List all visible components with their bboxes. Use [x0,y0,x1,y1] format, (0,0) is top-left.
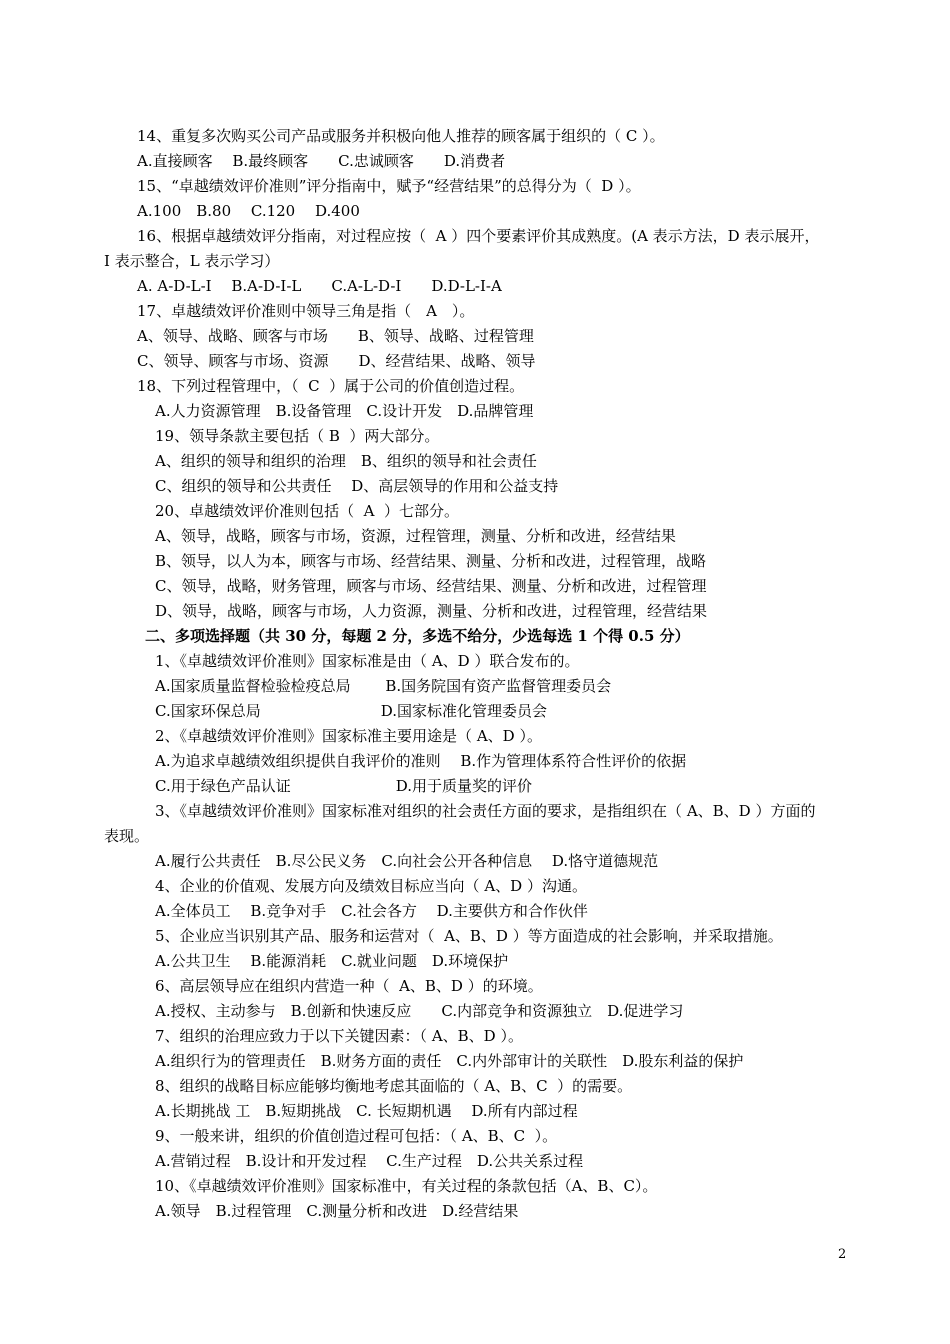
question-20-option-a: A、领导，战略，顾客与市场，资源，过程管理，测量、分析和改进，经营结果 [155,527,676,545]
question-18-options: A.人力资源管理 B.设备管理 C.设计开发 D.品牌管理 [155,402,534,420]
mc-question-3: 3、《卓越绩效评价准则》国家标准对组织的社会责任方面的要求，是指组织在（ A、B、D ）方面的 [155,802,816,820]
question-15-options: A.100 B.80 C.120 D.400 [137,202,360,220]
mc-question-1-options-cd: C.国家环保总局 D.国家标准化管理委员会 [155,702,547,720]
mc-question-10-options: A.领导 B.过程管理 C.测量分析和改进 D.经营结果 [155,1202,519,1220]
mc-question-4-options: A.全体员工 B.竞争对手 C.社会各方 D.主要供方和合作伙伴 [155,902,588,920]
section-heading-multiple-choice: 二、多项选择题（共 30 分，每题 2 分，多选不给分，少选每选 1 个得 0.5 分） [145,627,690,645]
mc-question-2-options-cd: C.用于绿色产品认证 D.用于质量奖的评价 [155,777,532,795]
mc-question-8-options: A.长期挑战 工 B.短期挑战 C. 长短期机遇 D.所有内部过程 [155,1102,578,1120]
page-number: 2 [838,1247,847,1262]
question-18: 18、下列过程管理中，（ C ）属于公司的价值创造过程。 [137,377,525,395]
mc-question-9-options: A.营销过程 B.设计和开发过程 C.生产过程 D.公共关系过程 [155,1152,584,1170]
question-16: 16、根据卓越绩效评分指南，对过程应按（ A ）四个要素评价其成熟度。(A 表示方法，D 表示展开， [137,227,820,245]
question-20-option-b: B、领导，以人为本，顾客与市场、经营结果、测量、分析和改进，过程管理，战略 [155,552,707,570]
question-19: 19、领导条款主要包括（ B ）两大部分。 [155,427,440,445]
mc-question-6: 6、高层领导应在组织内营造一种（ A、B、D ）的环境。 [155,977,543,995]
question-14-options: A.直接顾客 B.最终顾客 C.忠诚顾客 D.消费者 [137,152,506,170]
mc-question-8: 8、组织的战略目标应能够均衡地考虑其面临的（ A、B、C ）的需要。 [155,1077,633,1095]
question-20: 20、卓越绩效评价准则包括（ A ）七部分。 [155,502,459,520]
question-19-options-cd: C、组织的领导和公共责任 D、高层领导的作用和公益支持 [155,477,559,495]
mc-question-2-options-ab: A.为追求卓越绩效组织提供自我评价的准则 B.作为管理体系符合性评价的依据 [155,752,687,770]
mc-question-10: 10、《卓越绩效评价准则》国家标准中，有关过程的条款包括（A、B、C）。 [155,1177,658,1195]
mc-question-3-continued: 表现。 [104,827,150,845]
mc-question-9: 9、一般来讲，组织的价值创造过程可包括：（ A、B、C ）。 [155,1127,558,1145]
question-16-options: A. A-D-L-I B.A-D-I-L C.A-L-D-I D.D-L-I-A [137,277,502,295]
question-19-options-ab: A、组织的领导和组织的治理 B、组织的领导和社会责任 [155,452,537,470]
mc-question-7-options: A.组织行为的管理责任 B.财务方面的责任 C.内外部审计的关联性 D.股东利益的保护 [155,1052,744,1070]
mc-question-7: 7、组织的治理应致力于以下关键因素：（ A、B、D ）。 [155,1027,523,1045]
mc-question-1-options-ab: A.国家质量监督检验检疫总局 B.国务院国有资产监督管理委员会 [155,677,612,695]
mc-question-6-options: A.授权、主动参与 B.创新和快速反应 C.内部竞争和资源独立 D.促进学习 [155,1002,684,1020]
mc-question-2: 2、《卓越绩效评价准则》国家标准主要用途是（ A、D ）。 [155,727,542,745]
mc-question-5: 5、企业应当识别其产品、服务和运营对（ A、B、D ）等方面造成的社会影响，并采取措施。 [155,927,783,945]
question-17: 17、卓越绩效评价准则中领导三角是指（ A ）。 [137,302,475,320]
question-16-continued: I 表示整合，L 表示学习） [104,252,280,270]
mc-question-4: 4、企业的价值观、发展方向及绩效目标应当向（ A、D ）沟通。 [155,877,587,895]
question-20-option-c: C、领导，战略，财务管理，顾客与市场、经营结果、测量、分析和改进，过程管理 [155,577,707,595]
question-17-options-cd: C、领导、顾客与市场、资源 D、经营结果、战略、领导 [137,352,536,370]
question-15: 15、“卓越绩效评价准则”评分指南中，赋予“经营结果”的总得分为（ D ）。 [137,177,641,195]
question-14: 14、重复多次购买公司产品或服务并积极向他人推荐的顾客属于组织的（ C ）。 [137,127,665,145]
question-20-option-d: D、领导，战略，顾客与市场，人力资源，测量、分析和改进，过程管理，经营结果 [155,602,708,620]
mc-question-3-options: A.履行公共责任 B.尽公民义务 C.向社会公开各种信息 D.恪守道德规范 [155,852,659,870]
question-17-options-ab: A、领导、战略、顾客与市场 B、领导、战略、过程管理 [137,327,534,345]
mc-question-5-options: A.公共卫生 B.能源消耗 C.就业问题 D.环境保护 [155,952,509,970]
mc-question-1: 1、《卓越绩效评价准则》国家标准是由（ A、D ）联合发布的。 [155,652,580,670]
